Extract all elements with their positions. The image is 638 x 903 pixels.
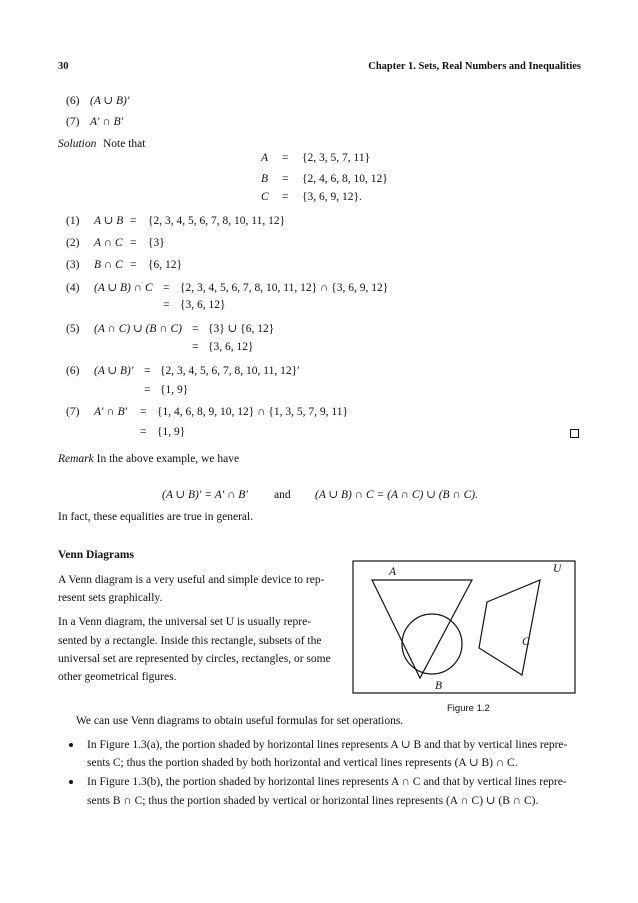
result-num: (6) <box>66 365 80 377</box>
result-line: {2, 3, 4, 5, 6, 7, 8, 10, 11, 12} <box>148 215 286 227</box>
result-num: (2) <box>66 237 80 249</box>
venn-para2-line: universal set are represented by circles, rectangles, or some <box>58 653 331 665</box>
result-line: {3} <box>148 237 165 249</box>
result-line: {1, 4, 6, 8, 9, 10, 12} ∩ {1, 3, 5, 7, 9, 11} <box>157 406 348 418</box>
result-line: {3} ∪ {6, 12} <box>208 323 275 335</box>
result-eq: = <box>192 341 199 353</box>
result-eq: = <box>144 365 151 377</box>
set-value: {2, 3, 5, 7, 11} <box>302 152 371 164</box>
set-name: C <box>261 191 269 203</box>
result-eq: = <box>163 299 170 311</box>
bullet-line: In Figure 1.3(a), the portion shaded by horizontal lines represents A ∪ B and that by vertical lines repre- <box>87 739 568 751</box>
solution-text: Note that <box>103 138 146 150</box>
result-num: (3) <box>66 259 80 271</box>
result-lhs: A ∪ B <box>94 215 124 227</box>
item-num: (6) <box>66 95 80 107</box>
remark-after: In fact, these equalities are true in general. <box>58 511 254 523</box>
result-eq: = <box>144 384 151 396</box>
set-value: {3, 6, 9, 12}. <box>302 191 362 203</box>
result-lhs: (A ∩ C) ∪ (B ∩ C) <box>94 323 182 335</box>
bullet-line: sents B ∩ C; thus the portion shaded by vertical or horizontal lines represents (A ∩ C) ∪ (B ∩ C). <box>87 795 539 807</box>
result-eq: = <box>130 259 137 271</box>
venn-para2-line: sented by a rectangle. Inside this rectangle, subsets of the <box>58 635 322 647</box>
set-name: B <box>261 173 269 185</box>
universal-rectangle <box>353 561 575 693</box>
figure-label-U: U <box>553 563 562 575</box>
triangle-A <box>372 580 472 678</box>
set-value: {2, 4, 6, 8, 10, 12} <box>302 173 388 185</box>
result-line: {3, 6, 12} <box>208 341 254 353</box>
circle-B <box>402 614 462 674</box>
set-eq: = <box>282 191 289 203</box>
venn-para1-line: A Venn diagram is a very useful and simple device to rep- <box>58 574 325 586</box>
running-header: Chapter 1. Sets, Real Numbers and Inequalities <box>368 61 581 72</box>
result-lhs: A ∩ C <box>94 237 123 249</box>
result-line: {1, 9} <box>157 426 186 438</box>
venn-para2-line: other geometrical figures. <box>58 671 177 683</box>
result-num: (4) <box>66 282 80 294</box>
figure-caption: Figure 1.2 <box>447 703 490 714</box>
venn-para1-line: resent sets graphically. <box>58 592 163 604</box>
item-num: (7) <box>66 116 80 128</box>
bullet-line: sents C; thus the portion shaded by both horizontal and vertical lines represents (A ∪ B) ∩ C. <box>87 757 518 769</box>
result-eq: = <box>130 237 137 249</box>
result-line: {3, 6, 12} <box>180 299 226 311</box>
remark-text: In the above example, we have <box>96 453 240 465</box>
result-eq: = <box>163 282 170 294</box>
result-eq: = <box>192 323 199 335</box>
remark <box>58 452 239 466</box>
set-eq: = <box>282 152 289 164</box>
venn-para2-line: In a Venn diagram, the universal set U is usually repre- <box>58 616 312 628</box>
result-line: {2, 3, 4, 5, 6, 7, 8, 10, 11, 12} ∩ {3, 6, 9, 12} <box>180 282 389 294</box>
solution-label: Solution <box>58 138 97 150</box>
bullet <box>69 780 73 784</box>
result-lhs: (A ∪ B)′ <box>94 365 134 377</box>
figure-label-B: B <box>435 680 443 692</box>
set-name: A <box>261 152 269 164</box>
remark-formula-left: (A ∪ B)′ = A′ ∩ B′ <box>162 489 248 501</box>
result-num: (1) <box>66 215 80 227</box>
result-lhs: (A ∪ B) ∩ C <box>94 282 153 294</box>
result-line: {1, 9} <box>160 384 189 396</box>
page-number: 30 <box>58 61 69 72</box>
section-heading: Venn Diagrams <box>58 549 134 561</box>
set-eq: = <box>282 173 289 185</box>
figure-label-A: A <box>389 566 397 578</box>
result-eq: = <box>140 426 147 438</box>
result-line: {6, 12} <box>148 259 183 271</box>
result-num: (5) <box>66 323 80 335</box>
result-num: (7) <box>66 406 80 418</box>
figure-label-C: C <box>522 636 530 648</box>
item-expr: A′ ∩ B′ <box>90 116 124 128</box>
remark-formula-right: (A ∪ B) ∩ C = (A ∩ C) ∪ (B ∩ C). <box>315 489 478 501</box>
remark-and: and <box>274 489 291 501</box>
closing-intro: We can use Venn diagrams to obtain useful formulas for set operations. <box>76 715 404 727</box>
bullet <box>69 743 73 747</box>
qed-box <box>570 429 579 438</box>
item-expr: (A ∪ B)′ <box>90 95 130 107</box>
quadrilateral-C <box>479 580 540 675</box>
result-lhs: A′ ∩ B′ <box>94 406 128 418</box>
bullet-line: In Figure 1.3(b), the portion shaded by horizontal lines represents A ∩ C and that by vertical lines repre- <box>87 776 567 788</box>
result-lhs: B ∩ C <box>94 259 123 271</box>
result-eq: = <box>140 406 147 418</box>
venn-figure <box>352 560 576 694</box>
remark-label: Remark <box>58 453 94 465</box>
result-line: {2, 3, 4, 5, 6, 7, 8, 10, 11, 12}′ <box>160 365 300 377</box>
result-eq: = <box>130 215 137 227</box>
